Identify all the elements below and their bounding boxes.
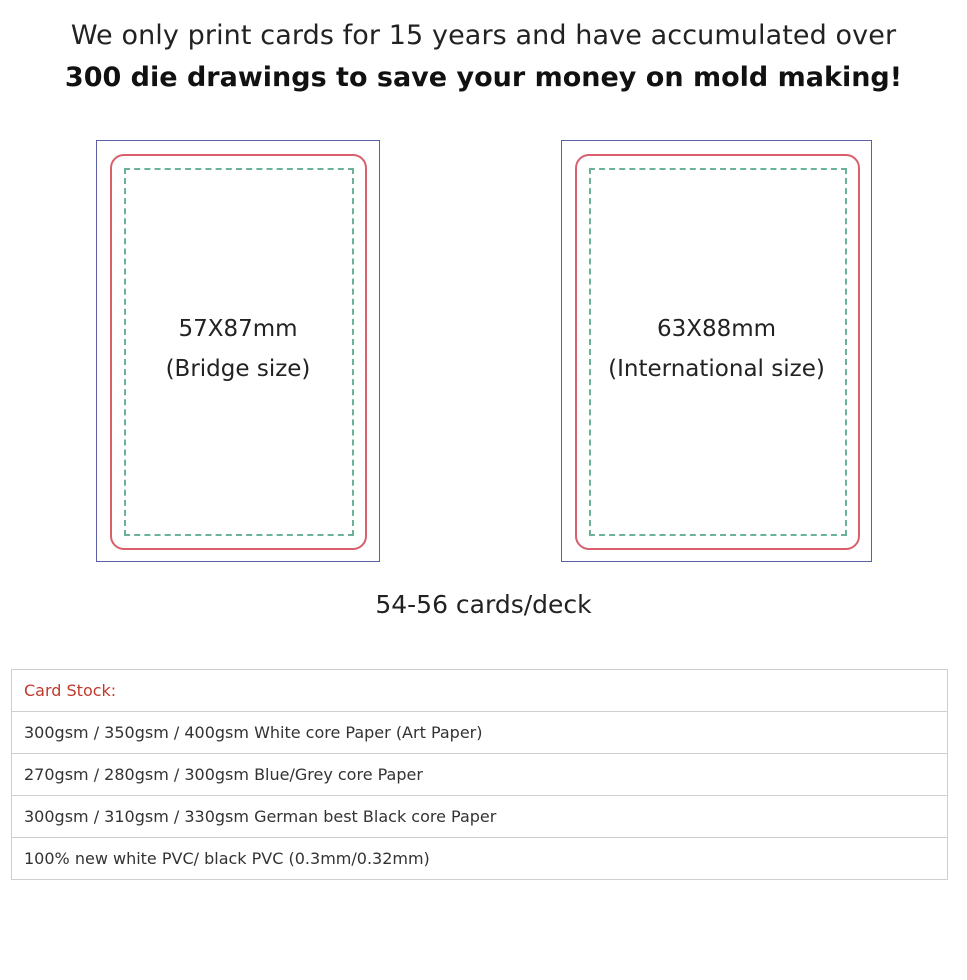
card-stock-table <box>11 669 948 880</box>
card-diagram-international <box>561 140 872 562</box>
card-size-international: 63X88mm <box>656 316 777 342</box>
table-header-row <box>12 670 948 712</box>
table-row <box>12 838 948 880</box>
card-label-international: (International size) <box>608 356 825 382</box>
deck-count: 54-56 cards/deck <box>375 590 592 619</box>
headline-line-1: We only print cards for 15 years and have accumulated over <box>70 20 897 51</box>
card-safe-line <box>589 168 847 536</box>
table-row <box>12 796 948 838</box>
table-cell: 300gsm / 350gsm / 400gsm White core Paper (Art Paper) <box>12 712 948 754</box>
headline-line-2: 300 die drawings to save your money on mold making! <box>64 62 903 93</box>
card-stock-header: Card Stock: <box>12 670 948 712</box>
table-cell: 300gsm / 310gsm / 330gsm German best Black core Paper <box>12 796 948 838</box>
card-safe-line <box>124 168 354 536</box>
card-label-bridge: (Bridge size) <box>165 356 311 382</box>
card-diagram-bridge <box>96 140 380 562</box>
table-cell: 100% new white PVC/ black PVC (0.3mm/0.32mm) <box>12 838 948 880</box>
table-row <box>12 712 948 754</box>
card-size-bridge: 57X87mm <box>178 316 298 342</box>
table-row <box>12 754 948 796</box>
table-cell: 270gsm / 280gsm / 300gsm Blue/Grey core Paper <box>12 754 948 796</box>
